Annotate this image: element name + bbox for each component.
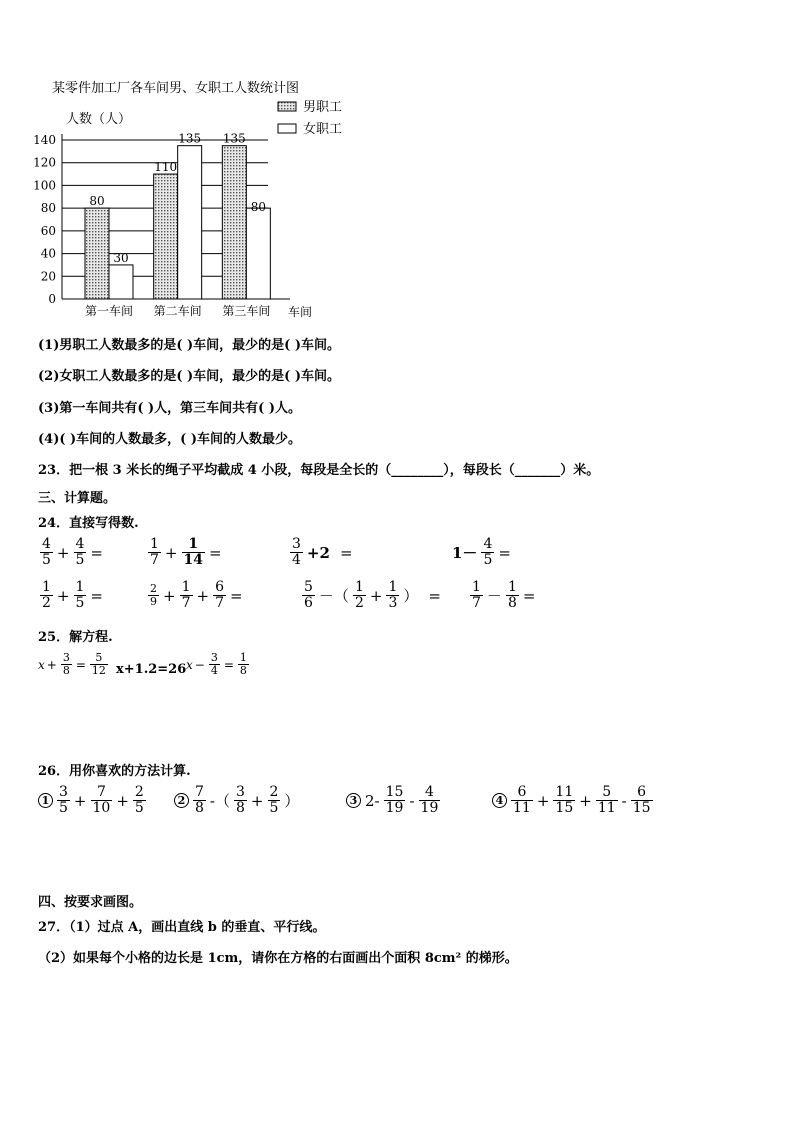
fraction: $\frac{6}{7}$ (215, 579, 224, 611)
q25-title: 25．解方程. (38, 630, 113, 645)
fraction: $\frac{3}{8}$ (236, 784, 245, 816)
q24-expr-5: $\frac{1}{2}$ + $\frac{1}{5}$ = (42, 579, 103, 611)
y-tick-label: 60 (40, 223, 56, 238)
fraction: $\frac{1}{7}$ (472, 579, 481, 611)
circled-number: 3 (346, 793, 361, 808)
fraction: $\frac{1}{7}$ (181, 579, 191, 611)
q25-equation-1: x + $\frac{3}{8}$ = $\frac{5}{12}$ (38, 651, 106, 677)
q27-part-2: （2）如果每个小格的边长是 1cm，请你在方格的右面画出个面积 8cm² 的梯形。 (38, 951, 518, 966)
fraction: $\frac{3}{4}$ (210, 651, 218, 677)
bar-male (154, 174, 178, 299)
legend-swatch-female (278, 124, 296, 133)
fraction: $\frac{1}{3}$ (388, 579, 398, 611)
fraction: $\frac{11}{15}$ (555, 784, 574, 816)
section-4-heading: 四、按要求画图。 (38, 895, 143, 910)
q26-problem-4: 4 $\frac{6}{11}$ + $\frac{11}{15}$ + $\frac{5}{11}$ - $\frac{6}{15}$ (492, 785, 655, 816)
y-tick-label: 20 (40, 269, 56, 284)
q22-line-1: (1)男职工人数最多的是( )车间，最少的是( )车间。 (38, 338, 341, 353)
fraction: $\frac{1}{2}$ (354, 579, 364, 611)
bar-value-label: 135 (178, 131, 202, 146)
bar-chart (20, 78, 360, 327)
y-tick-label: 140 (33, 133, 56, 147)
circled-number: 1 (38, 793, 53, 808)
x-tick-label: 第三车间 (222, 304, 271, 318)
fraction: $\frac{1}{8}$ (239, 651, 247, 677)
q24-expr-1: $\frac{4}{5}$ + $\frac{4}{5}$ = (42, 536, 103, 568)
q26-title: 26．用你喜欢的方法计算. (38, 764, 191, 779)
legend-label-female: 女职工 (303, 122, 343, 137)
bar-female (109, 265, 133, 299)
q26-problem-3: 3 2- $\frac{15}{19}$ - $\frac{4}{19}$ (346, 785, 442, 816)
fraction: $\frac{5}{11}$ (597, 784, 616, 816)
q24-expr-2: $\frac{1}{7}$ + $\frac{1}{14}$ = (150, 536, 222, 568)
x-tick-label: 第二车间 (153, 304, 202, 318)
fraction: $\frac{2}{5}$ (134, 784, 144, 816)
q24-expr-7: $\frac{5}{6}$ －（ $\frac{1}{2}$ + $\frac{1}{3}$ ） = (304, 579, 441, 611)
fraction: $\frac{1}{14}$ (183, 536, 203, 568)
y-tick-label: 120 (33, 155, 56, 170)
bar-value-label: 110 (154, 160, 178, 175)
bar-value-label: 80 (89, 194, 105, 209)
fraction: $\frac{2}{9}$ (150, 582, 157, 608)
q24-expr-6: $\frac{2}{9}$ + $\frac{1}{7}$ + $\frac{6}{7}$ = (150, 579, 243, 611)
bar-value-label: 135 (222, 131, 246, 146)
fraction: $\frac{5}{6}$ (304, 579, 313, 611)
y-tick-label: 80 (40, 201, 56, 216)
fraction: $\frac{3}{4}$ (292, 536, 301, 568)
q24-title: 24．直接写得数. (38, 516, 139, 531)
q24-expr-4: 1－ $\frac{4}{5}$ = (452, 536, 511, 568)
fraction: $\frac{4}{5}$ (75, 536, 85, 568)
bar-chart-svg (20, 78, 360, 323)
fraction: $\frac{5}{12}$ (91, 651, 106, 677)
q23-text: 23．把一根 3 米长的绳子平均截成 4 小段，每段是全长的（________），每段长（_______）米。 (38, 463, 600, 478)
y-axis-label: 人数（人） (66, 112, 132, 127)
circled-number: 2 (174, 793, 189, 808)
bar-female (178, 146, 202, 299)
fraction: $\frac{6}{15}$ (632, 784, 651, 816)
legend-label-male: 男职工 (303, 100, 343, 115)
q22-line-3: (3)第一车间共有( )人，第三车间共有( )人。 (38, 401, 302, 416)
bar-value-label: 30 (113, 250, 129, 265)
section-3-heading: 三、计算题。 (38, 491, 117, 506)
fraction: $\frac{1}{7}$ (150, 536, 159, 568)
fraction: $\frac{1}{5}$ (75, 579, 85, 611)
y-tick-label: 100 (33, 178, 56, 193)
q22-line-2: (2)女职工人数最多的是( )车间，最少的是( )车间。 (38, 369, 341, 384)
fraction: $\frac{4}{5}$ (483, 536, 493, 568)
q26-problem-2: 2 $\frac{7}{8}$ -（ $\frac{3}{8}$ + $\frac{2}{5}$ ） (174, 785, 301, 816)
y-tick-label: 40 (40, 246, 56, 261)
bar-value-label: 80 (250, 200, 266, 215)
q25-equation-2: x+1.2=26 (116, 662, 187, 677)
fraction: $\frac{6}{11}$ (513, 784, 531, 816)
x-tick-label: 第一车间 (84, 304, 134, 318)
q22-line-4: (4)( )车间的人数最多，( )车间的人数最少。 (38, 432, 302, 447)
q24-expr-8: $\frac{1}{7}$ － $\frac{1}{8}$ = (472, 579, 536, 611)
chart-title: 某零件加工厂各车间男、女职工人数统计图 (52, 81, 300, 96)
fraction: $\frac{2}{5}$ (269, 784, 279, 816)
q26-problem-1: 1 $\frac{3}{5}$ + $\frac{7}{10}$ + $\frac{2}{5}$ (38, 785, 148, 816)
fraction: $\frac{1}{2}$ (42, 579, 51, 611)
bar-male (222, 146, 246, 299)
bar-male (85, 208, 109, 299)
y-tick-label: 0 (48, 292, 56, 306)
q25-equation-3: x − $\frac{3}{4}$ = $\frac{1}{8}$ (186, 651, 247, 677)
fraction: $\frac{4}{19}$ (420, 784, 439, 816)
fraction: $\frac{7}{10}$ (92, 784, 111, 816)
fraction: $\frac{3}{8}$ (62, 651, 70, 677)
circled-number: 4 (492, 793, 507, 808)
q24-expr-3: $\frac{3}{4}$ +2 = (292, 536, 353, 568)
x-axis-label: 车间 (288, 305, 313, 319)
fraction: $\frac{4}{5}$ (42, 536, 51, 568)
fraction: $\frac{15}{19}$ (385, 784, 404, 816)
fraction: $\frac{7}{8}$ (195, 784, 204, 816)
fraction: $\frac{3}{5}$ (59, 784, 68, 816)
legend-swatch-male (278, 102, 296, 111)
fraction: $\frac{1}{8}$ (507, 579, 517, 611)
bar-female (246, 208, 270, 299)
q27-part-1: 27．（1）过点 A，画出直线 b 的垂直、平行线。 (38, 920, 326, 935)
